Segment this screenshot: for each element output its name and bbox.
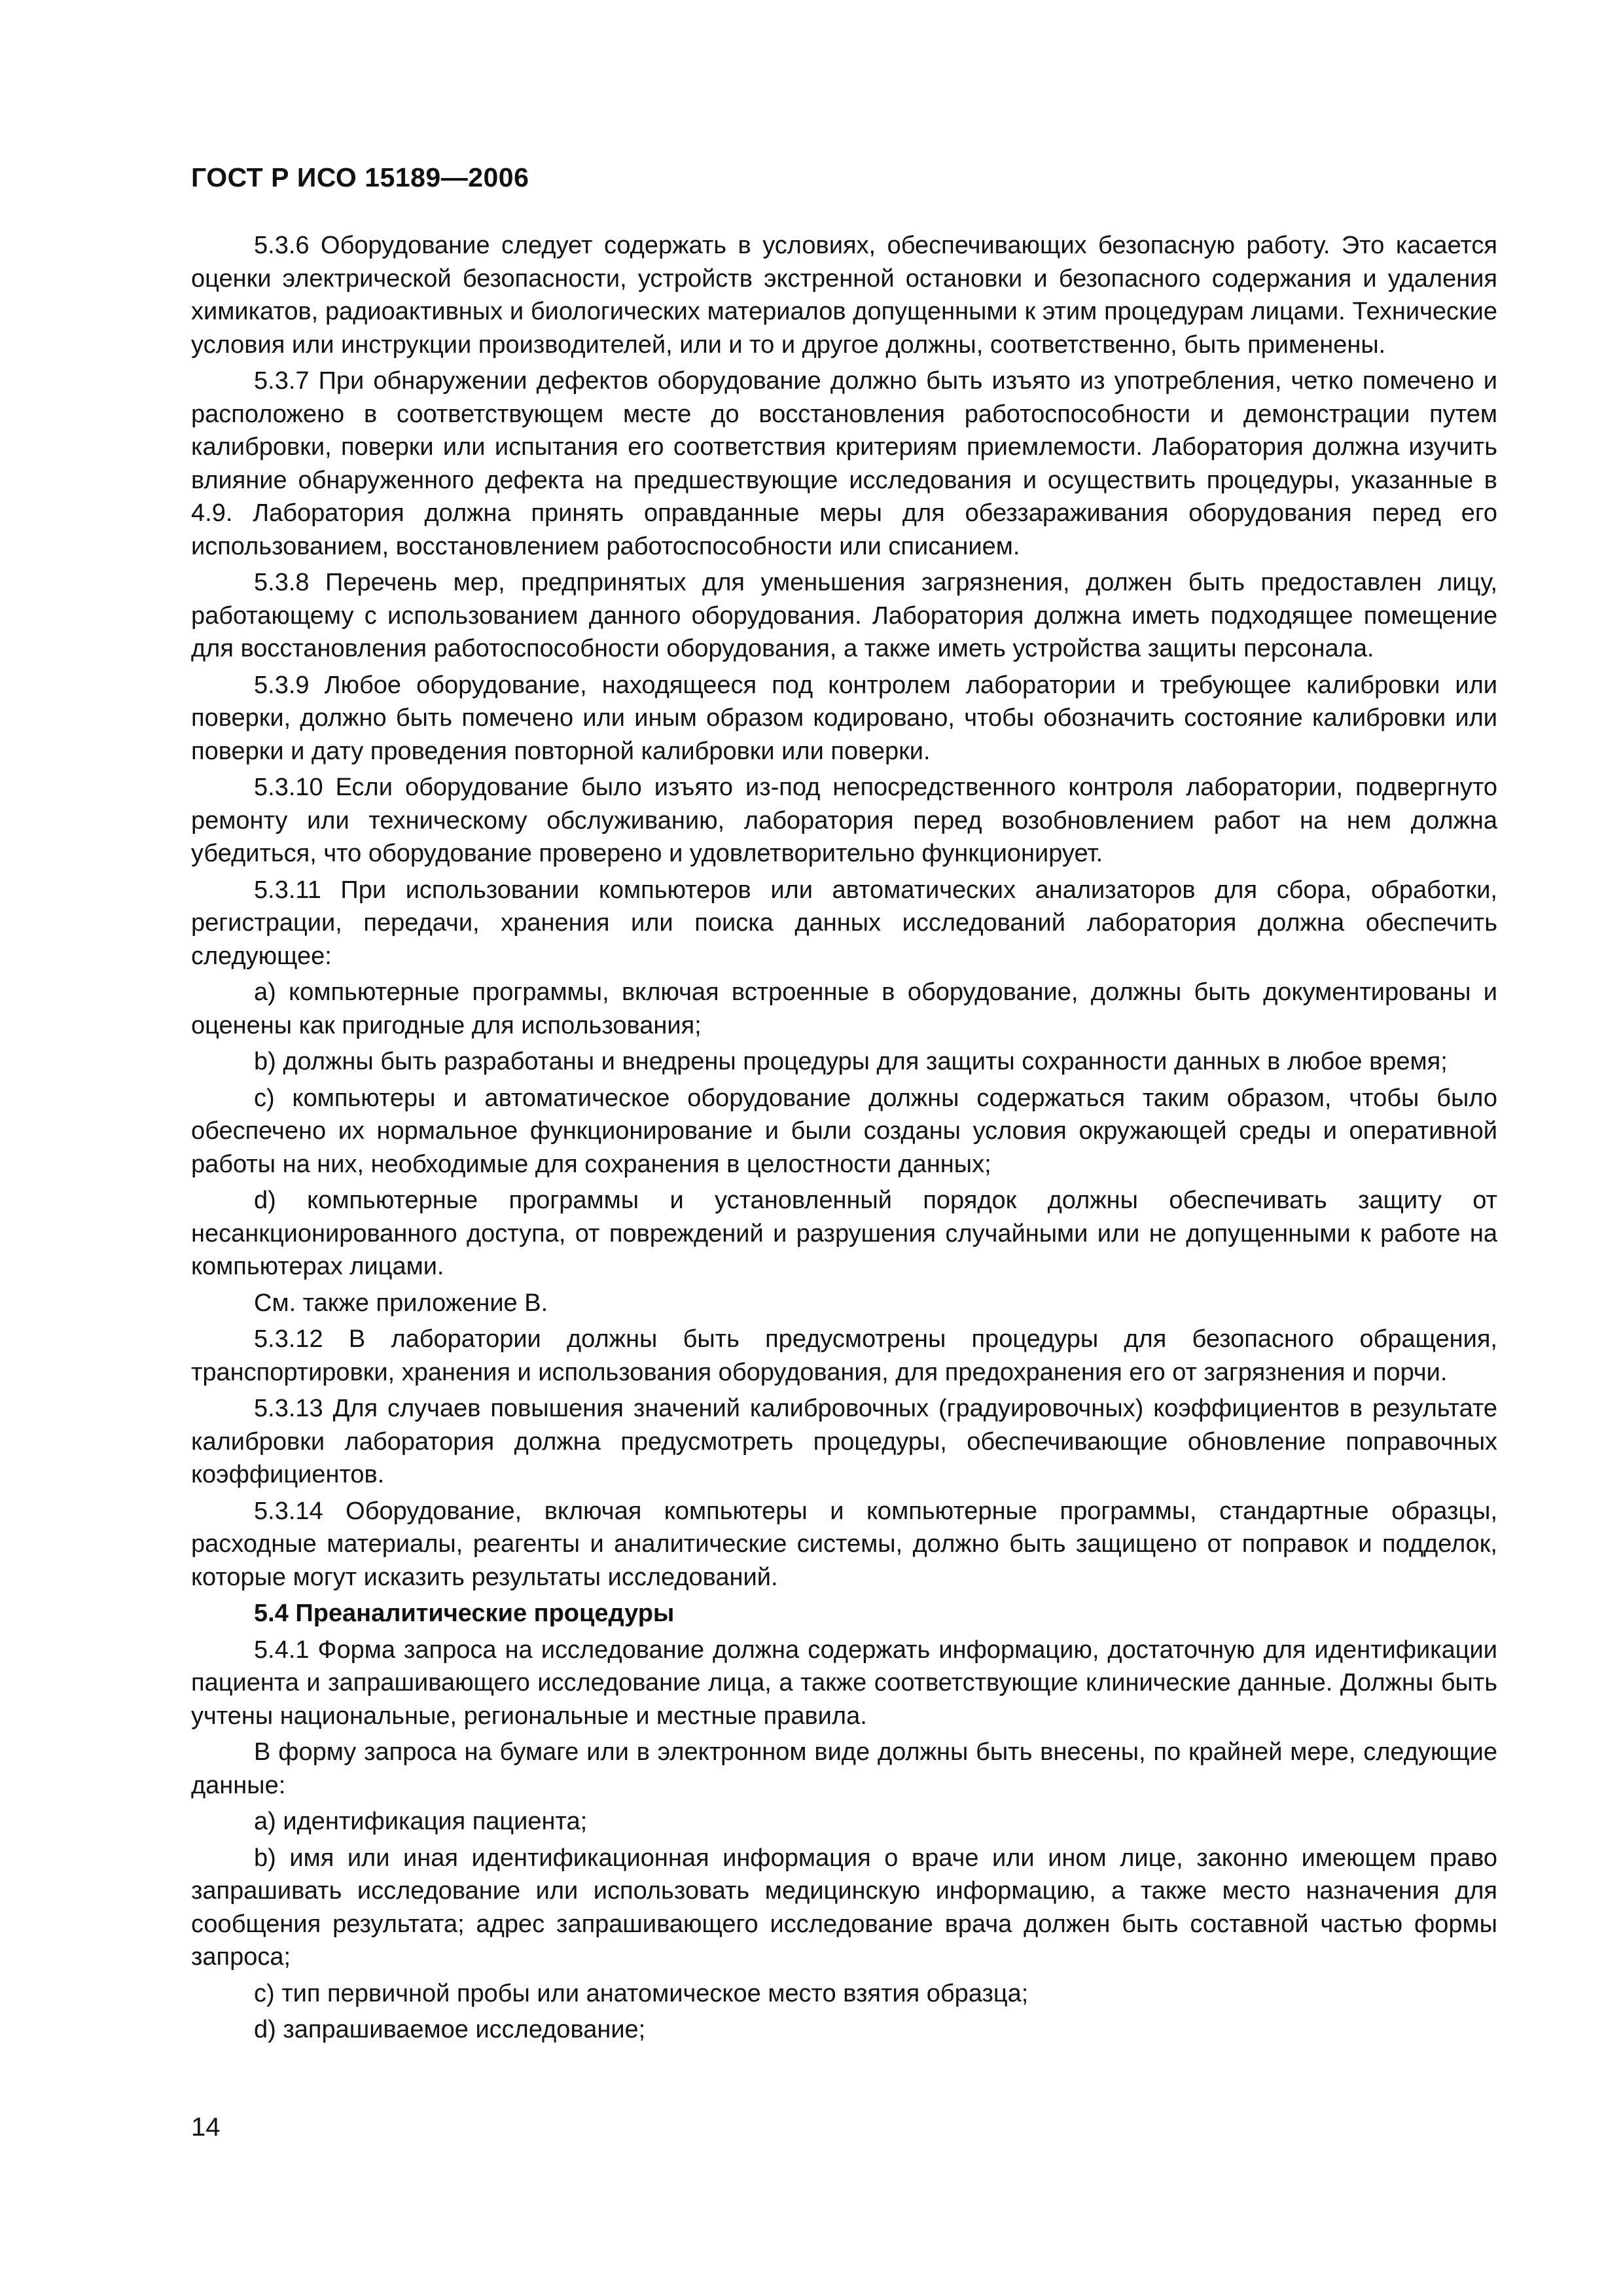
form-item-b: b) имя или иная идентификационная информация о враче или ином лице, законно имеющем право запрашивать исследование или использовать медицинскую информацию, а также место назначения для сообщения результата; адрес запрашивающего исследование врача должен быть составной частью формы запроса; xyxy=(191,1844,1497,1971)
form-item-a: a) идентификация пациента; xyxy=(254,1808,588,1835)
list-item-a: a) компьютерные программы, включая встроенные в оборудование, должны быть документированы и оценены как пригодные для использования; xyxy=(191,978,1497,1039)
list-item-d: d) компьютерные программы и установленный порядок должны обеспечивать защиту от несанкционированного доступа, от повреждений и разрушения случайными или не допущенными к работе на компьютерах лицами. xyxy=(191,1187,1497,1280)
document-body xyxy=(191,229,1497,2050)
paragraph-5-3-10: 5.3.10 Если оборудование было изъято из-под непосредственного контроля лаборатории, подвергнуто ремонту или техническому обслуживанию, лаборатория перед возобновлением работ на нем должна убедиться, что оборудование проверено и удовлетворительно функционирует. xyxy=(191,774,1497,867)
paragraph-5-3-7: 5.3.7 При обнаружении дефектов оборудование должно быть изъято из употребления, четко помечено и расположено в соответствующем месте до восстановления работоспособности и демонстрации путем калибровки, поверки или испытания его соответствия критериям приемлемости. Лаборатория должна изучить влияние обнаруженного дефекта на предшествующие исследования и осуществить процедуры, указанные в 4.9. Лаборатория должна принять оправданные меры для обеззараживания оборудования перед его использованием, восстановлением работоспособности или списанием. xyxy=(191,367,1497,560)
paragraph-5-4-1: 5.4.1 Форма запроса на исследование должна содержать информацию, достаточную для идентификации пациента и запрашивающего исследование лица, а также соответствующие клинические данные. Должны быть учтены национальные, региональные и местные правила. xyxy=(191,1636,1497,1730)
paragraph-5-3-12: 5.3.12 В лаборатории должны быть предусмотрены процедуры для безопасного обращения, транспортировки, хранения и использования оборудования, для предохранения его от загрязнения и порчи. xyxy=(191,1325,1497,1386)
standard-header: ГОСТ Р ИСО 15189—2006 xyxy=(191,162,529,192)
list-item-c: c) компьютеры и автоматическое оборудование должны содержаться таким образом, чтобы было обеспечено их нормальное функционирование и были созданы условия окружающей среды и оперативной работы на них, необходимые для сохранения в целостности данных; xyxy=(191,1084,1497,1178)
see-also-note: См. также приложение В. xyxy=(254,1289,548,1317)
paragraph-5-3-11: 5.3.11 При использовании компьютеров или автоматических анализаторов для сбора, обработки, регистрации, передачи, хранения или поиска данных исследований лаборатория должна обеспечить следующее: xyxy=(191,876,1497,970)
request-form-intro: В форму запроса на бумаге или в электронном виде должны быть внесены, по крайней мере, следующие данные: xyxy=(191,1738,1497,1799)
page-number: 14 xyxy=(191,2113,221,2142)
form-item-c: c) тип первичной пробы или анатомическое место взятия образца; xyxy=(254,1979,1029,2007)
paragraph-5-3-9: 5.3.9 Любое оборудование, находящееся под контролем лаборатории и требующее калибровки или поверки, должно быть помечено или иным образом кодировано, чтобы обозначить состояние калибровки или поверки и дату проведения повторной калибровки или поверки. xyxy=(191,671,1497,765)
section-heading-5-4: 5.4 Преаналитические процедуры xyxy=(254,1600,675,1627)
list-item-b: b) должны быть разработаны и внедрены процедуры для защиты сохранности данных в любое время; xyxy=(254,1048,1448,1075)
paragraph-5-3-13: 5.3.13 Для случаев повышения значений калибровочных (градуировочных) коэффициентов в результате калибровки лаборатория должна предусмотреть процедуры, обеспечивающие обновление поправочных коэффициентов. xyxy=(191,1395,1497,1488)
form-item-d: d) запрашиваемое исследование; xyxy=(254,2016,646,2043)
paragraph-5-3-14: 5.3.14 Оборудование, включая компьютеры и компьютерные программы, стандартные образцы, расходные материалы, реагенты и аналитические системы, должно быть защищено от поправок и подделок, которые могут исказить результаты исследований. xyxy=(191,1497,1497,1591)
paragraph-5-3-8: 5.3.8 Перечень мер, предпринятых для уменьшения загрязнения, должен быть предоставлен лицу, работающему с использованием данного оборудования. Лаборатория должна иметь подходящее помещение для восстановления работоспособности оборудования, а также иметь устройства защиты персонала. xyxy=(191,569,1497,662)
paragraph-5-3-6: 5.3.6 Оборудование следует содержать в условиях, обеспечивающих безопасную работу. Это касается оценки электрической безопасности, устройств экстренной остановки и безопасного содержания и удаления химикатов, радиоактивных и биологических материалов допущенными к этим процедурам лицами. Технические условия или инструкции производителей, или и то и другое должны, соответственно, быть применены. xyxy=(191,232,1497,359)
